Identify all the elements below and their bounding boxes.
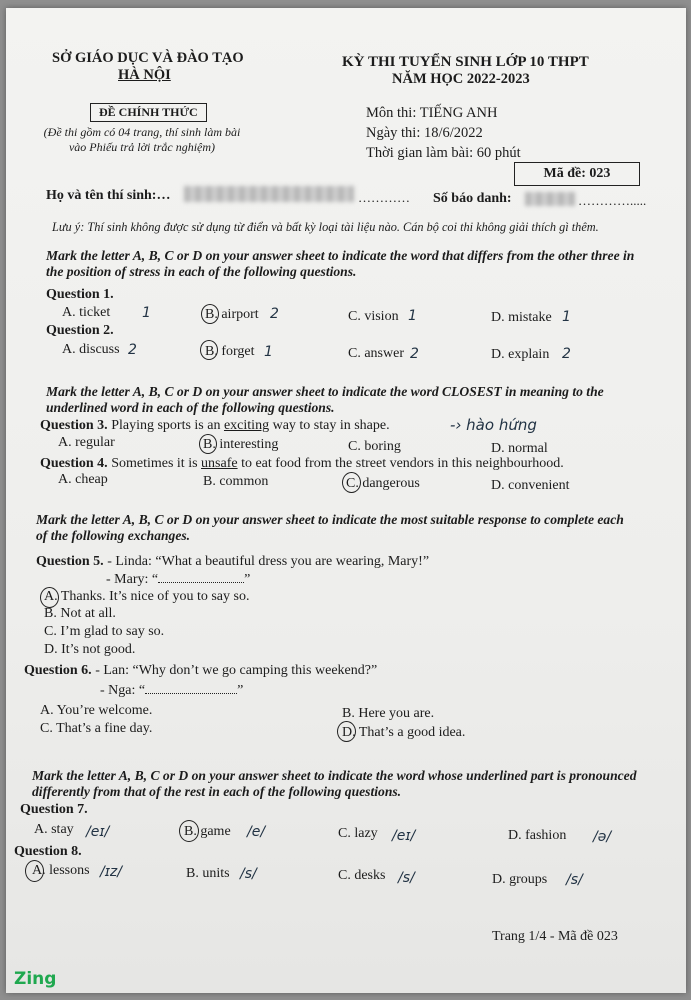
official-box: ĐỀ CHÍNH THỨC [90,103,207,122]
q1-option-a: A. ticket [62,305,111,320]
q6-option-b: B. Here you are. [342,706,435,721]
q2-option-d: D. explain [491,347,550,362]
q2-note-a: 2 [128,342,137,358]
q5-blank [158,582,244,583]
q6-reply-start: - Nga: “ [100,683,146,698]
q4-answer-circle [342,472,361,493]
q6-option-a: A. You’re welcome. [40,703,153,718]
q8-note-c: /s/ [398,870,415,886]
q1-option-c: C. vision [348,309,399,324]
q2-option-c: C. answer [348,346,404,361]
q8-option-d: D. groups [492,872,548,887]
candidate-name-redacted [184,186,354,202]
q4-text-post: to eat food from the street vendors in this neighbourhood. [241,456,564,471]
q3-option-d: D. normal [491,441,548,456]
question-6-line [24,663,377,679]
candidate-number-label: Số báo danh: [433,191,512,206]
instruction-stress: Mark the letter A, B, C or D on your answer sheet to indicate the word that differs from the other three in the position of stress in each of the following questions. [46,248,635,279]
q5-prompt: - Linda: “What a beautiful dress you are wearing, Mary!” [107,554,430,569]
q7-note-a: /eɪ/ [86,824,110,840]
question-5-line [36,554,429,570]
q8-option-b: B. units [186,866,230,881]
q3-option-a: A. regular [58,435,115,450]
exam-date: Ngày thi: 18/6/2022 [366,125,483,141]
q2-option-a: A. discuss [62,342,120,357]
q8-note-a: /ɪz/ [100,864,122,880]
instruction-closest: Mark the letter A, B, C or D on your answer sheet to indicate the word CLOSEST in meaning to the underlined word in each of the following questions. [46,384,604,415]
q3-underlined-word: exciting [223,418,270,433]
q3-text-post: way to stay in shape. [272,418,390,433]
q6-reply-end: ” [237,683,244,698]
candidate-number-dots: …………..... [578,193,647,208]
candidate-name-label: Họ và tên thí sinh:… [46,188,171,203]
q7-note-c: /eɪ/ [392,828,416,844]
q1-note-d: 1 [562,309,571,325]
q4-option-b: B. common [203,474,269,489]
q7-option-b: B. game [184,824,231,839]
q8-answer-circle [25,860,44,882]
exam-note: Lưu ý: Thí sinh không được sử dụng từ điển và bất kỳ loại tài liệu nào. Cán bộ coi thi không giải thích gì thêm. [52,220,599,234]
question-4-text [40,456,564,472]
q5-reply-end: ” [244,572,251,587]
q2-note-d: 2 [562,346,571,362]
q3-text-pre: Playing sports is an [111,418,221,433]
question-6-label: Question 6. [24,663,92,678]
q6-blank [145,693,237,694]
q5-answer-circle [40,587,59,608]
question-4-label: Question 4. [40,456,108,471]
school-year: NĂM HỌC 2022-2023 [392,71,530,87]
exam-code-box: Mã đề: 023 [514,162,640,186]
instruction-pronounce: Mark the letter A, B, C or D on your answer sheet to indicate the word whose underlined part is pronounced differently from that of the rest in each of the following questions. [32,768,637,799]
q4-option-d: D. convenient [491,478,570,493]
q4-text-pre: Sometimes it is [111,456,198,471]
question-3-label: Question 3. [40,418,108,433]
q8-option-c: C. desks [338,868,386,883]
q1-note-c: 1 [408,308,417,324]
zing-watermark-logo: Zing [14,969,57,989]
q5-reply-start: - Mary: “ [106,572,159,587]
q6-prompt: - Lan: “Why don’t we go camping this weekend?” [95,663,378,678]
q7-option-a: A. stay [34,822,74,837]
q8-option-a: A. lessons [32,863,90,878]
q3-option-c: C. boring [348,439,401,454]
instruction-response: Mark the letter A, B, C or D on your answer sheet to indicate the most suitable response to complete each of the following exchanges. [36,512,624,543]
q1-note-b: 2 [270,306,279,322]
question-3-text [40,418,390,434]
q7-note-b: /e/ [247,824,266,840]
q7-note-d: /ə/ [593,829,612,845]
q5-reply-line [106,572,250,588]
q4-option-a: A. cheap [58,472,108,487]
q5-option-a: A. Thanks. It’s nice of you to say so. [44,589,250,604]
q7-option-d: D. fashion [508,828,567,843]
q6-option-d: D. That’s a good idea. [342,725,466,740]
q6-reply-line [100,683,243,699]
page-footer: Trang 1/4 - Mã đề 023 [492,929,618,944]
exam-paper [6,8,686,993]
q8-note-b: /s/ [240,866,257,882]
candidate-name-dots: ………… [358,190,410,205]
q8-note-d: /s/ [566,872,583,888]
question-5-label: Question 5. [36,554,104,569]
question-1-label: Question 1. [46,287,114,302]
subject: Môn thi: TIẾNG ANH [366,105,498,121]
city-name: HÀ NỘI [118,67,171,83]
q3-answer-circle [199,434,217,454]
candidate-number-redacted [525,192,575,206]
q4-option-c: C. dangerous [346,476,420,491]
q7-answer-circle [179,820,199,842]
q2-answer-circle [200,340,218,360]
q3-option-b: B. interesting [203,437,279,452]
q2-note-b: 1 [264,344,273,360]
q7-option-c: C. lazy [338,826,378,841]
question-8-label: Question 8. [14,844,82,859]
official-note-line2: vào Phiếu trả lời trắc nghiệm) [68,140,216,154]
q6-answer-circle [337,721,356,742]
q5-option-d: D. It’s not good. [44,642,136,657]
q5-option-c: C. I’m glad to say so. [44,624,165,639]
exam-title: KỲ THI TUYỂN SINH LỚP 10 THPT [342,54,589,70]
q1-option-d: D. mistake [491,310,552,325]
q1-answer-circle [201,304,219,324]
q2-note-c: 2 [410,346,419,362]
q1-note-a: 1 [142,305,151,321]
exam-duration: Thời gian làm bài: 60 phút [366,145,521,161]
official-note-line1: (Đề thi gồm có 04 trang, thí sinh làm bài [43,125,241,139]
department-name: SỞ GIÁO DỤC VÀ ĐÀO TẠO [52,50,244,66]
question-2-label: Question 2. [46,323,114,338]
q6-option-c: C. That’s a fine day. [40,721,153,736]
q5-option-b: B. Not at all. [44,606,116,621]
q4-underlined-word: unsafe [201,456,238,471]
question-7-label: Question 7. [20,802,88,817]
q3-handwritten-note: -› hào hứng [450,416,537,434]
q2-option-b: B. forget [205,344,255,359]
q1-option-b: B. airport [205,307,259,322]
